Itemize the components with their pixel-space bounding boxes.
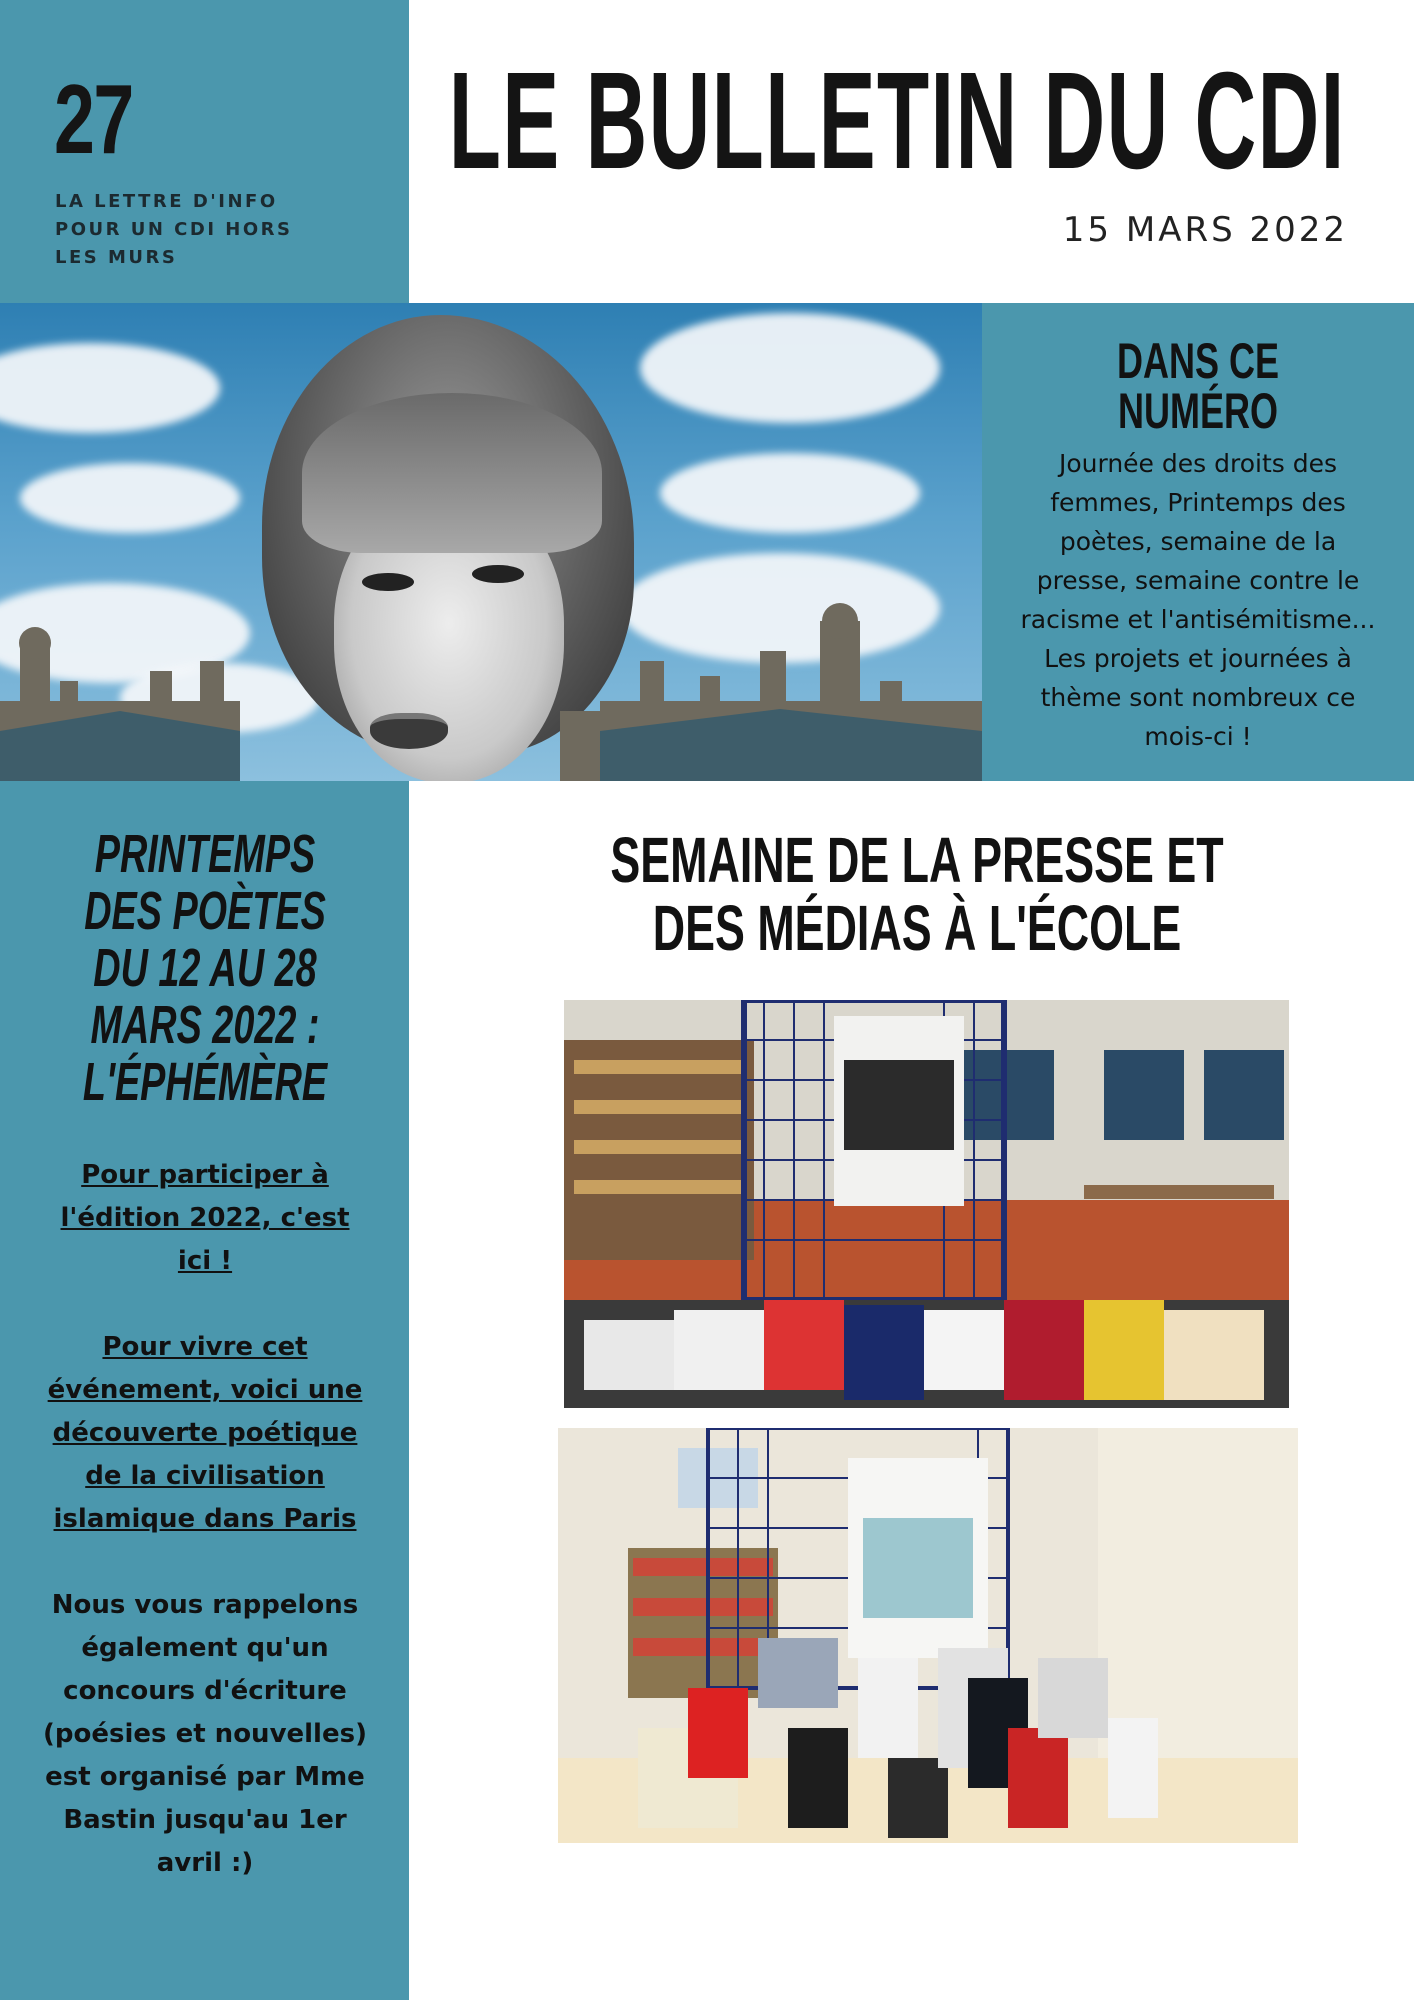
toc-summary: Journée des droits des femmes, Printemps des poètes, semaine de la presse, semaine contre le racisme et l'antisémitisme... Les projets et journées à thème sont nombreux ce mois-ci ! [1020, 449, 1376, 751]
poets-heading: PRINTEMPS DES POÈTES DU 12 AU 28 MARS 2022 : L'ÉPHÉMÈRE [82, 824, 328, 1112]
cdi-book-display-photo [558, 1428, 1298, 1843]
issue-number: 27 [54, 64, 133, 174]
discovery-link[interactable]: Pour vivre cet événement, voici une découverte poétique de la civilisation islamique dans Paris [47, 1332, 363, 1534]
toc-heading: DANS CE NUMÉRO [1116, 333, 1280, 439]
hero-collage-image [0, 303, 982, 781]
tagline: LA LETTRE D'INFO POUR UN CDI HORS LES MURS [55, 191, 293, 268]
cdi-press-display-photo [564, 1000, 1289, 1408]
newsletter-title: LE BULLETIN DU CDI [449, 44, 1346, 198]
participation-link[interactable]: Pour participer à l'édition 2022, c'est ici ! [60, 1160, 350, 1276]
press-week-heading: SEMAINE DE LA PRESSE ET DES MÉDIAS À L'ÉCOLE [610, 824, 1224, 964]
writing-contest-note: Nous vous rappelons également qu'un concours d'écriture (poésies et nouvelles) est organisé par Mme Bastin jusqu'au 1er avril :) [43, 1590, 367, 1878]
issue-date: 15 MARS 2022 [1062, 210, 1348, 250]
castle-silhouette [0, 581, 982, 781]
